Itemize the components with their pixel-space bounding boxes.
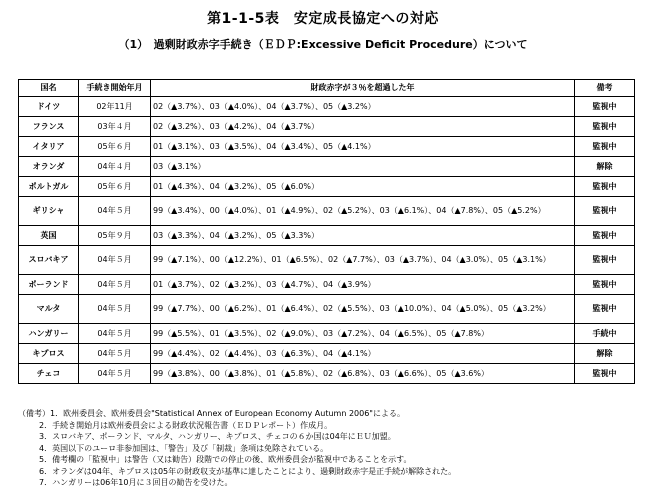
table-row [19,246,635,275]
start-date-cell: 05年９月 [79,226,151,246]
deficit-years-cell: 02（▲3.2%）、03（▲4.2%）、04（▲3.7%） [151,117,575,137]
deficit-years-cell: 99（▲4.4%）、02（▲4.4%）、03（▲6.3%）、04（▲4.1%） [151,344,575,364]
country-cell: ドイツ [19,97,79,117]
country-cell: スロバキア [19,246,79,275]
table-row [19,364,635,384]
status-cell: 監視中 [575,177,635,197]
edp-table [18,79,635,384]
deficit-years-cell: 99（▲3.4%）、00（▲4.0%）、01（▲4.9%）、02（▲5.2%）、03（▲6.1%）、04（▲7.8%）、05（▲5.2%） [151,197,575,226]
table-row [19,295,635,324]
start-date-cell: 04年５月 [79,364,151,384]
table-row [19,117,635,137]
start-date-cell: 05年６月 [79,137,151,157]
deficit-years-cell: 99（▲7.1%）、00（▲12.2%）、01（▲6.5%）、02（▲7.7%）、03（▲3.7%）、04（▲3.0%）、05（▲3.1%） [151,246,575,275]
status-cell: 解除 [575,157,635,177]
country-cell: ポルトガル [19,177,79,197]
start-date-cell: 04年４月 [79,157,151,177]
deficit-years-cell: 01（▲4.3%）、04（▲3.2%）、05（▲6.0%） [151,177,575,197]
status-cell: 手続中 [575,324,635,344]
status-cell: 監視中 [575,246,635,275]
note-line: 4．英国以下のユーロ非参加国は、「警告」及び「制裁」条項は免除されている。 [39,443,329,453]
start-date-cell: 04年５月 [79,344,151,364]
deficit-years-cell: 99（▲5.5%）、01（▲3.5%）、02（▲9.0%）、03（▲7.2%）、04（▲6.5%）、05（▲7.8%） [151,324,575,344]
table-row [19,177,635,197]
country-cell: マルタ [19,295,79,324]
page-title: 第1-1-5表 安定成長協定への対応 [207,11,439,27]
status-cell: 監視中 [575,364,635,384]
country-cell: オランダ [19,157,79,177]
note-line: 5．備考欄の「監視中」は警告（又は勧告）段階での停止の後、欧州委員会が監視中であることを示す。 [39,455,412,464]
start-date-cell: 03年４月 [79,117,151,137]
note-line: 2．手続き開始月は欧州委員会による財政状況報告書（ＥＤＰレポート）作成月。 [39,420,333,430]
status-cell: 解除 [575,344,635,364]
deficit-years-cell: 99（▲3.8%）、00（▲3.8%）、01（▲5.8%）、02（▲6.8%）、03（▲6.6%）、05（▲3.6%） [151,364,575,384]
start-date-cell: 04年５月 [79,197,151,226]
table-row [19,157,635,177]
header-start-date: 手続き開始年月 [79,80,151,97]
notes-section [18,408,634,489]
deficit-years-cell: 03（▲3.3%）、04（▲3.2%）、05（▲3.3%） [151,226,575,246]
country-cell: キプロス [19,344,79,364]
header-remarks: 備考 [575,80,635,97]
deficit-years-cell: 99（▲7.7%）、00（▲6.2%）、01（▲6.4%）、02（▲5.5%）、03（▲10.0%）、04（▲5.0%）、05（▲3.2%） [151,295,575,324]
country-cell: ポーランド [19,275,79,295]
table-row [19,324,635,344]
start-date-cell: 02年11月 [79,97,151,117]
country-cell: チェコ [19,364,79,384]
page-subtitle: （1） 過剰財政赤字手続き（ＥＤＰ:Excessive Deficit Procedure）について [118,38,528,51]
status-cell: 監視中 [575,295,635,324]
status-cell: 監視中 [575,275,635,295]
country-cell: イタリア [19,137,79,157]
deficit-years-cell: 01（▲3.1%）、03（▲3.5%）、04（▲3.4%）、05（▲4.1%） [151,137,575,157]
country-cell: 英国 [19,226,79,246]
status-cell: 監視中 [575,137,635,157]
table-row [19,344,635,364]
start-date-cell: 04年５月 [79,324,151,344]
status-cell: 監視中 [575,197,635,226]
table-body [19,97,635,384]
table-row [19,226,635,246]
country-cell: フランス [19,117,79,137]
start-date-cell: 04年５月 [79,246,151,275]
country-cell: ハンガリー [19,324,79,344]
country-cell: ギリシャ [19,197,79,226]
table-row [19,137,635,157]
status-cell: 監視中 [575,226,635,246]
start-date-cell: 04年５月 [79,275,151,295]
deficit-years-cell: 01（▲3.7%）、02（▲3.2%）、03（▲4.7%）、04（▲3.9%） [151,275,575,295]
deficit-years-cell: 03（▲3.1%） [151,157,575,177]
table-row [19,97,635,117]
start-date-cell: 04年５月 [79,295,151,324]
status-cell: 監視中 [575,117,635,137]
header-country: 国名 [19,80,79,97]
note-line: （備考）1．欧州委員会、欧州委員会"Statistical Annex of European Economy Autumn 2006"による。 [18,409,405,418]
deficit-years-cell: 02（▲3.7%）、03（▲4.0%）、04（▲3.7%）、05（▲3.2%） [151,97,575,117]
table-row [19,275,635,295]
table-row [19,197,635,226]
start-date-cell: 05年６月 [79,177,151,197]
header-deficit-years: 財政赤字が３％を超過した年 [151,80,575,97]
note-line: 3．スロバキア、ポーランド、マルタ、ハンガリー、キプロス、チェコの６か国は04年にＥＵ加盟。 [39,432,396,441]
table-header-row [19,80,635,97]
note-line: 7．ハンガリーは06年10月に３回目の勧告を受けた。 [39,478,233,487]
status-cell: 監視中 [575,97,635,117]
note-line: 6．オランダは04年、キプロスは05年の財政収支が基準に達したことにより、過剰財政赤字是正手続が解除された。 [39,466,457,476]
